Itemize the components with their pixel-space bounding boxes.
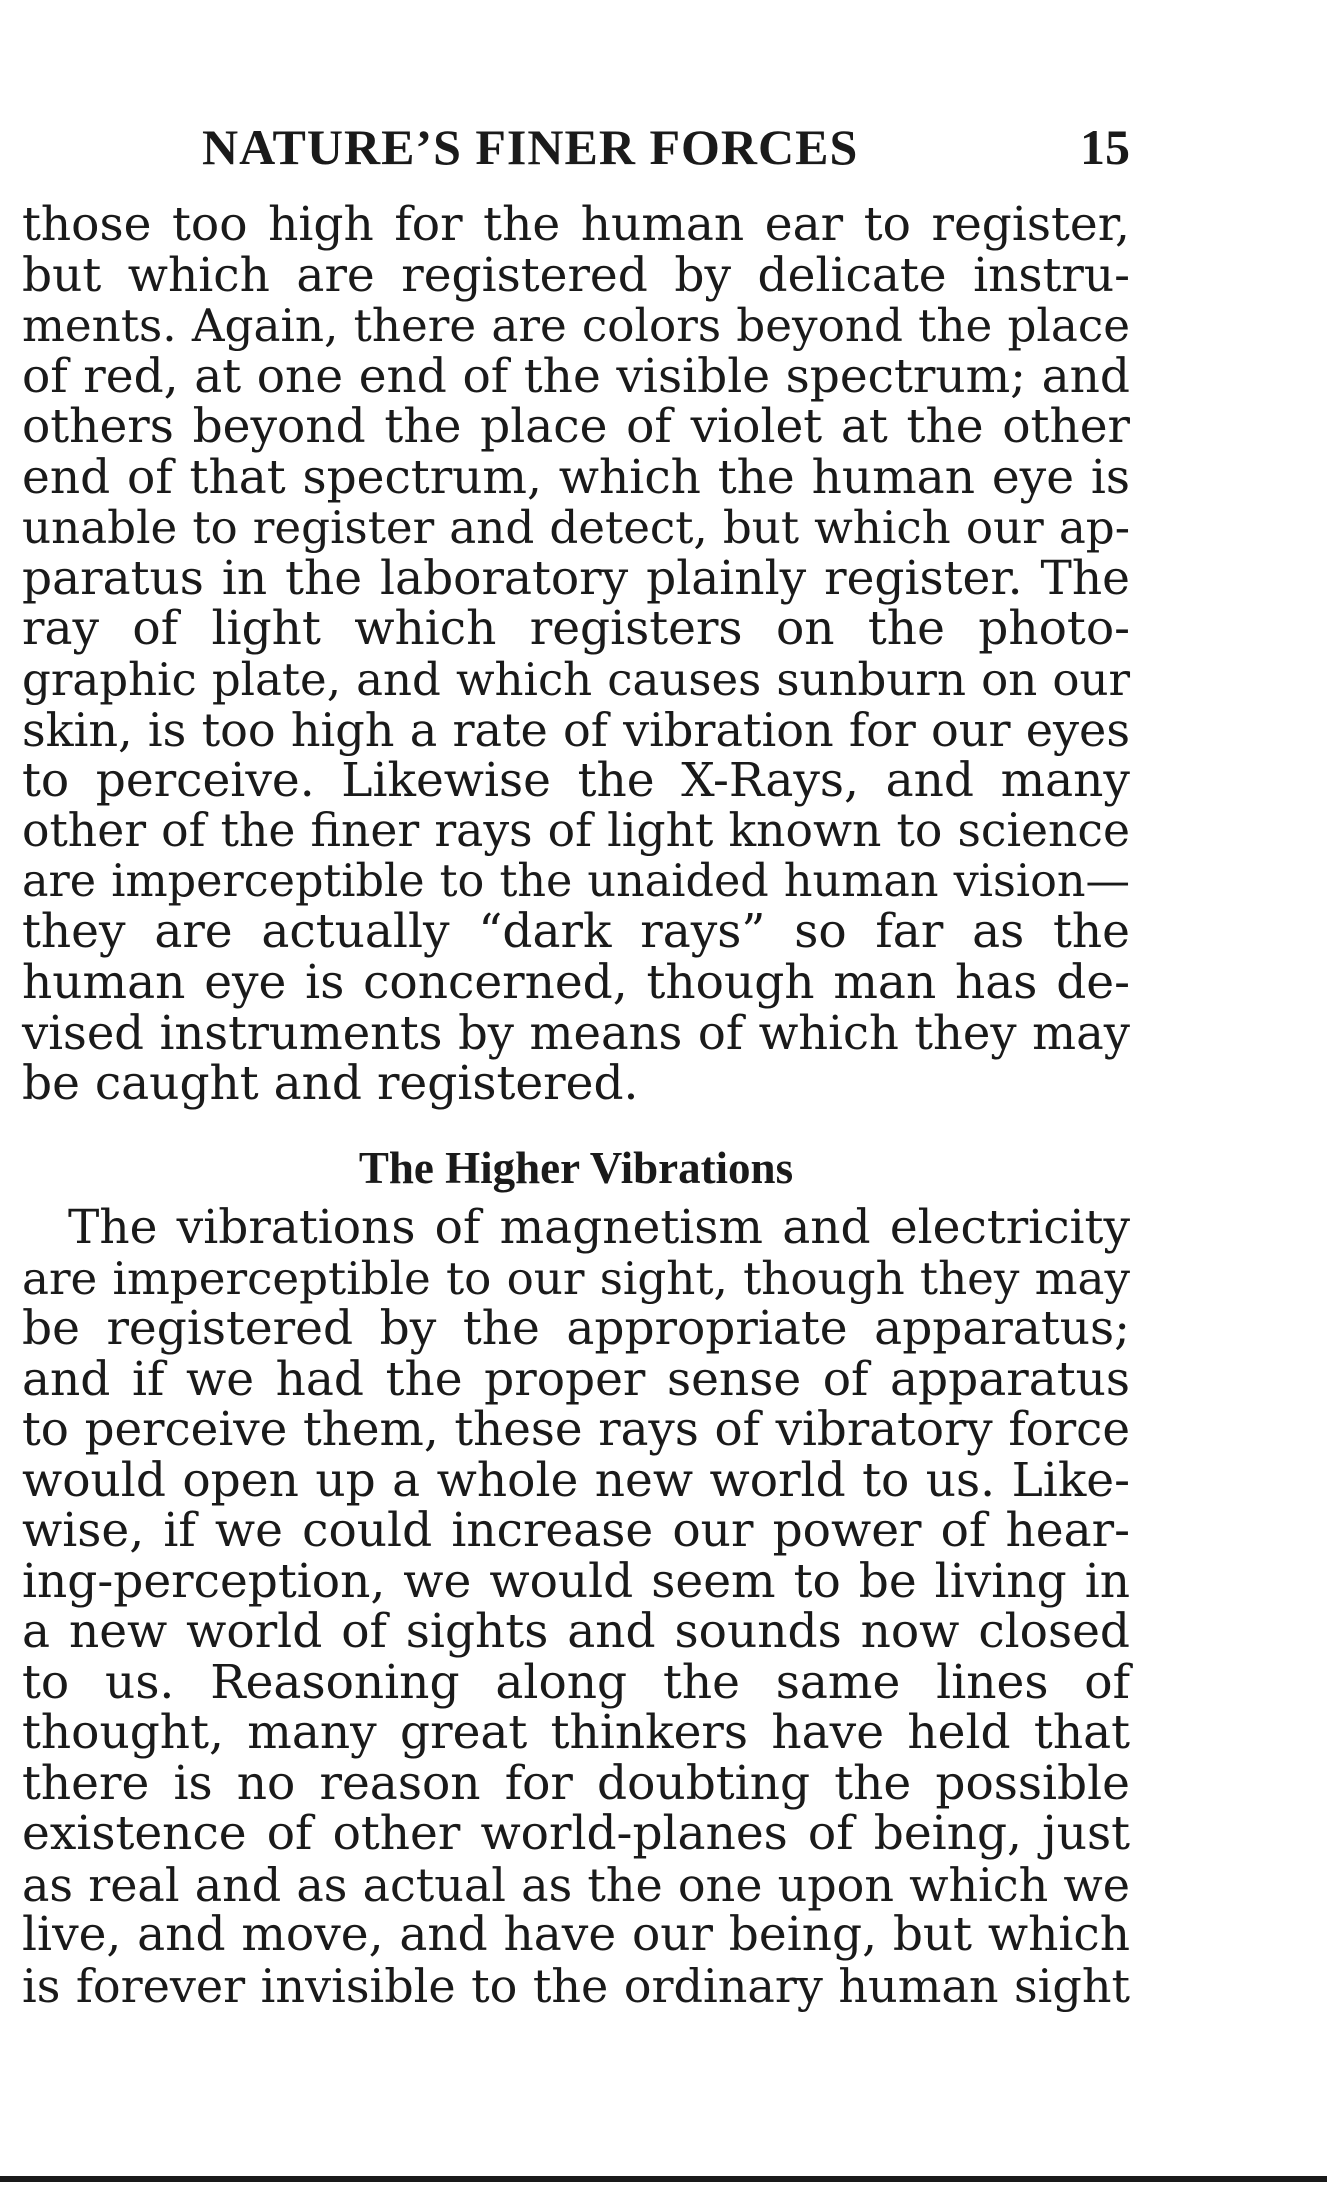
text-line: are imperceptible to our sight, though they may bbox=[22, 1251, 1130, 1305]
text-line: a new world of sights and sounds now closed bbox=[22, 1604, 1130, 1659]
text-line: but which are registered by delicate instru- bbox=[22, 247, 1130, 303]
text-line: ray of light which registers on the photo- bbox=[22, 601, 1130, 656]
text-line: of red, at one end of the visible spectrum; and bbox=[22, 348, 1130, 404]
text-line: they are actually “dark rays” so far as the bbox=[22, 904, 1130, 959]
text-line: other of the finer rays of light known to science bbox=[22, 804, 1130, 857]
page-number: 15 bbox=[1080, 119, 1130, 175]
paragraph-1 bbox=[22, 197, 1130, 1111]
text-line: to perceive. Likewise the X-Rays, and many bbox=[22, 752, 1130, 808]
text-line: are imperceptible to the unaided human vision— bbox=[22, 855, 1130, 907]
text-line: is forever invisible to the ordinary human sight bbox=[22, 1958, 1130, 2013]
text-line: ments. Again, there are colors beyond the place bbox=[22, 299, 1130, 352]
paragraph-2 bbox=[22, 1200, 1130, 2013]
bottom-rule bbox=[0, 2176, 1327, 2182]
text-line: to perceive them, these rays of vibratory force bbox=[22, 1403, 1130, 1457]
text-line: ing-perception, we would seem to be living in bbox=[22, 1553, 1130, 1609]
text-line: thought, many great thinkers have held that bbox=[22, 1705, 1130, 1760]
text-line: graphic plate, and which causes sunburn on our bbox=[22, 652, 1130, 706]
text-line: be caught and registered. bbox=[22, 1055, 639, 1111]
text-line: wise, if we could increase our power of hear- bbox=[22, 1503, 1130, 1558]
text-line: existence of other world-planes of being, just bbox=[22, 1806, 1130, 1861]
text-line: others beyond the place of violet at the other bbox=[22, 399, 1130, 454]
text-line: unable to register and detect, but which our ap- bbox=[22, 501, 1130, 554]
text-line: those too high for the human ear to register, bbox=[22, 197, 1130, 252]
text-line: to us. Reasoning along the same lines of bbox=[22, 1654, 1130, 1710]
text-line: end of that spectrum, which the human eye is bbox=[22, 449, 1130, 505]
text-line: skin, is too high a rate of vibration for our eyes bbox=[22, 703, 1130, 757]
text-line: paratus in the laboratory plainly register. The bbox=[22, 550, 1130, 606]
text-line: be registered by the appropriate apparatus; bbox=[22, 1301, 1130, 1356]
text-line: and if we had the proper sense of apparatus bbox=[22, 1351, 1130, 1407]
running-head bbox=[22, 118, 1130, 178]
section-heading: The Higher Vibrations bbox=[358, 1143, 794, 1193]
text-line: The vibrations of magnetism and electricity bbox=[68, 1200, 1130, 1255]
text-line: there is no reason for doubting the possible bbox=[22, 1755, 1130, 1811]
running-title: NATURE’S FINER FORCES bbox=[202, 119, 859, 175]
text-line: vised instruments by means of which they may bbox=[22, 1006, 1130, 1060]
text-line: human eye is concerned, though man has de- bbox=[22, 954, 1130, 1010]
text-line: would open up a whole new world to us. Like- bbox=[22, 1452, 1130, 1508]
text-line: as real and as actual as the one upon which we bbox=[22, 1857, 1130, 1912]
text-line: live, and move, and have our being, but which bbox=[22, 1907, 1130, 1962]
